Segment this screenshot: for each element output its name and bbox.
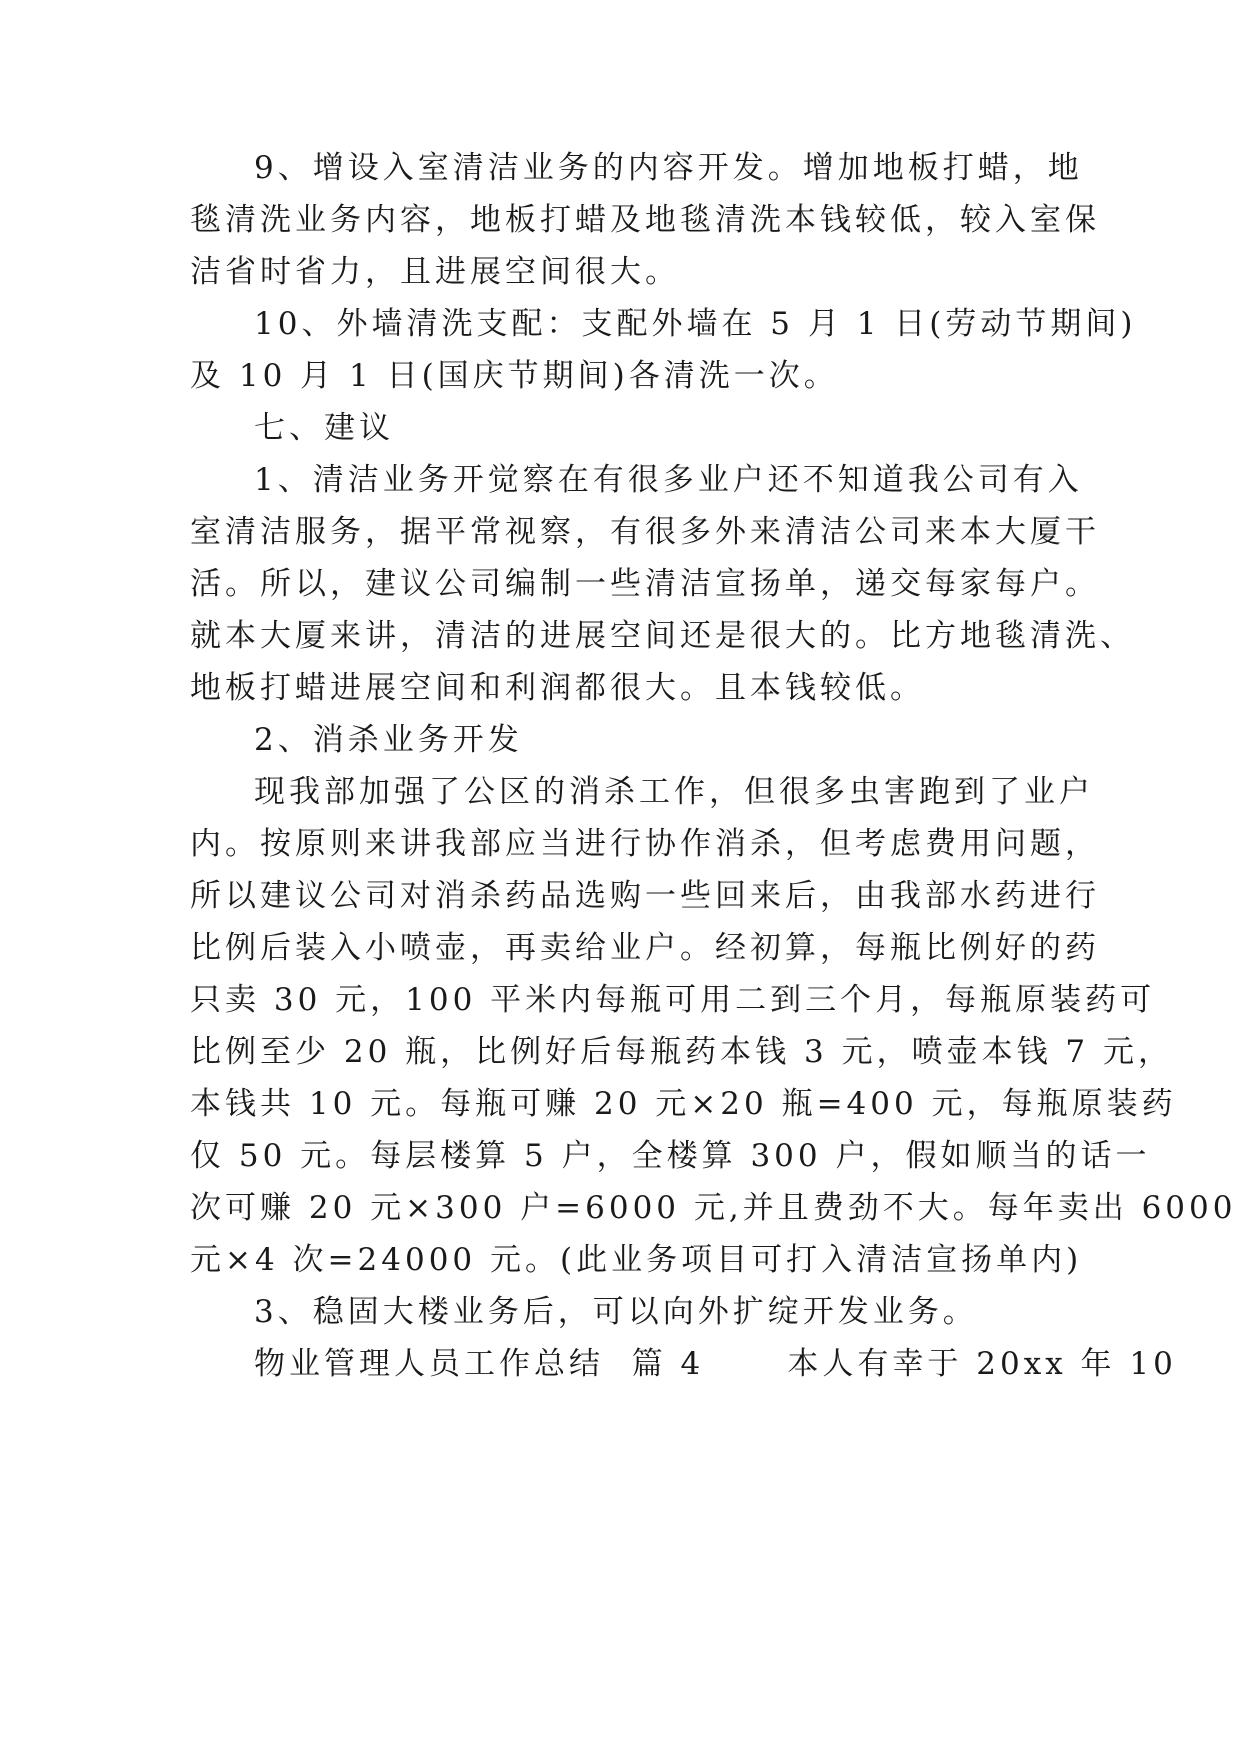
paragraph-line: 室清洁服务，据平常视察，有很多外来清洁公司来本大厦干 — [190, 514, 1100, 550]
paragraph-line: 就本大厦来讲，清洁的进展空间还是很大的。比方地毯清洗、 — [190, 618, 1135, 654]
paragraph-line: 物业管理人员工作总结 篇 4 本人有幸于 20xx 年 10 — [254, 1346, 1177, 1382]
paragraph-line: 10、外墙清洗支配：支配外墙在 5 月 1 日(劳动节期间) — [254, 306, 1137, 342]
paragraph-line: 9、增设入室清洁业务的内容开发。增加地板打蜡，地 — [254, 150, 1083, 186]
paragraph-line: 1、清洁业务开觉察在有很多业户还不知道我公司有入 — [254, 462, 1083, 498]
paragraph-line: 次可赚 20 元×300 户=6000 元,并且费劲不大。每年卖出 6000 — [190, 1190, 1237, 1226]
paragraph-line: 元×4 次=24000 元。(此业务项目可打入清洁宣扬单内) — [190, 1242, 1083, 1278]
section-heading: 七、建议 — [254, 410, 394, 446]
paragraph-line: 及 10 月 1 日(国庆节期间)各清洗一次。 — [190, 358, 839, 394]
paragraph-line: 本钱共 10 元。每瓶可赚 20 元×20 瓶=400 元，每瓶原装药 — [190, 1086, 1177, 1122]
paragraph-line: 毯清洗业务内容，地板打蜡及地毯清洗本钱较低，较入室保 — [190, 202, 1100, 238]
subsection-heading: 2、消杀业务开发 — [254, 722, 523, 758]
paragraph-line: 只卖 30 元，100 平米内每瓶可用二到三个月，每瓶原装药可 — [190, 982, 1156, 1018]
paragraph-line: 内。按原则来讲我部应当进行协作消杀，但考虑费用问题， — [190, 826, 1100, 862]
paragraph-line: 地板打蜡进展空间和利润都很大。且本钱较低。 — [190, 670, 925, 706]
paragraph-line: 比例后装入小喷壶，再卖给业户。经初算，每瓶比例好的药 — [190, 930, 1100, 966]
paragraph-line: 现我部加强了公区的消杀工作，但很多虫害跑到了业户 — [254, 774, 1094, 810]
paragraph-line: 所以建议公司对消杀药品选购一些回来后，由我部水药进行 — [190, 878, 1100, 914]
paragraph-line: 仅 50 元。每层楼算 5 户，全楼算 300 户，假如顺当的话一 — [190, 1138, 1151, 1174]
paragraph-line: 活。所以，建议公司编制一些清洁宣扬单，递交每家每户。 — [190, 566, 1100, 602]
paragraph-line: 洁省时省力，且进展空间很大。 — [190, 254, 680, 290]
paragraph-line: 3、稳固大楼业务后，可以向外扩绽开发业务。 — [254, 1294, 978, 1330]
paragraph-line: 比例至少 20 瓶，比例好后每瓶药本钱 3 元，喷壶本钱 7 元， — [190, 1034, 1174, 1070]
